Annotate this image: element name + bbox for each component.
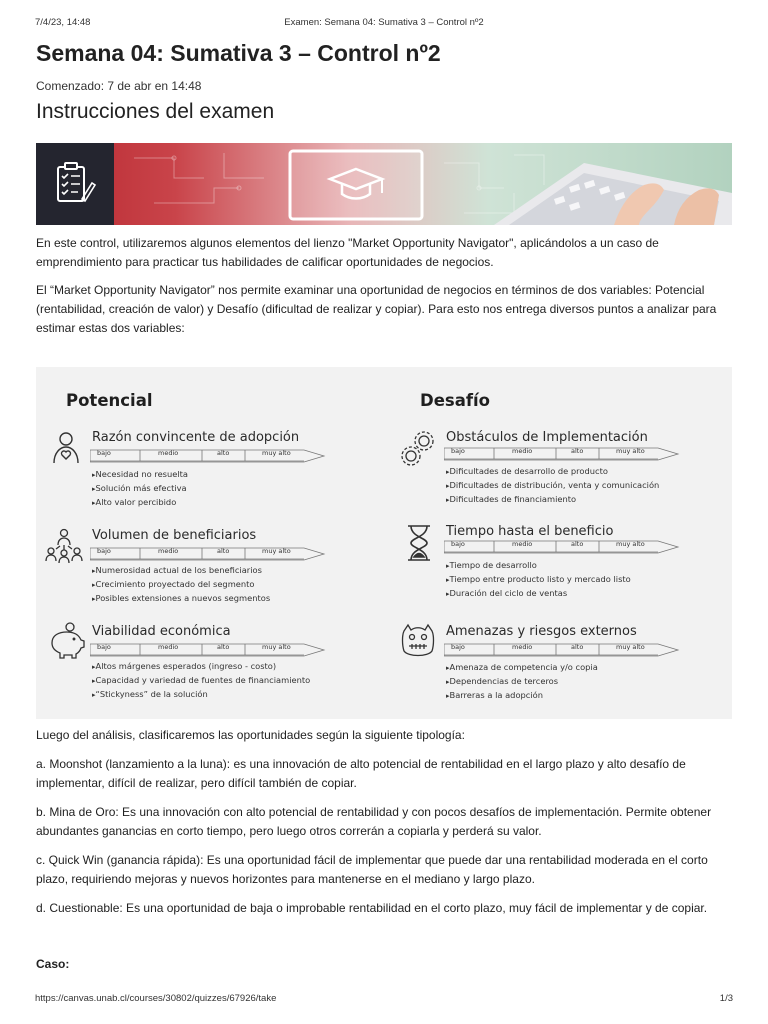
list-item: ▸ Alto valor percibido <box>92 496 188 510</box>
banner-illustration <box>114 143 732 225</box>
hourglass-icon <box>400 523 440 563</box>
list-item: ▸ Tiempo entre producto listo y mercado listo <box>446 573 631 587</box>
potencial-item-2-title: Volumen de beneficiarios <box>92 528 257 543</box>
instructions-title: Instrucciones del examen <box>36 100 275 123</box>
desafio-item-1-title: Obstáculos de Implementación <box>446 430 648 445</box>
scale-label-muy-alto: muy alto <box>616 540 645 548</box>
desafio-item-2-title: Tiempo hasta el beneficio <box>446 524 614 539</box>
list-item: ▸ Altos márgenes esperados (ingreso - costo) <box>92 660 310 674</box>
list-item: ▸ Dificultades de financiamiento <box>446 493 659 507</box>
list-item: ▸ Barreras a la adopción <box>446 689 598 703</box>
desafio-item-1-scale <box>444 444 680 464</box>
scale-label-bajo: bajo <box>97 449 111 457</box>
typology-moonshot: a. Moonshot (lanzamiento a la luna): es una innovación de alto potencial de rentabilidad en el largo plazo y alto desafío de implementar, difícil de realizar, pero difícil también de copiar. <box>36 757 686 790</box>
scale-label-muy-alto: muy alto <box>262 643 291 651</box>
scale-label-muy-alto: muy alto <box>616 447 645 455</box>
instructions-banner <box>36 143 732 225</box>
scale-label-medio: medio <box>512 540 533 548</box>
potencial-item-1-title: Razón convincente de adopción <box>92 430 300 445</box>
scale-label-alto: alto <box>571 643 584 651</box>
started-timestamp: Comenzado: 7 de abr en 14:48 <box>36 79 202 93</box>
list-item: ▸ Crecimiento proyectado del segmento <box>92 578 270 592</box>
desafio-item-2-scale <box>444 537 680 557</box>
piggy-bank-icon <box>46 621 86 661</box>
list-item: ▸ Necesidad no resuelta <box>92 468 188 482</box>
list-item: ▸ Tiempo de desarrollo <box>446 559 631 573</box>
potencial-item-3-title: Viabilidad económica <box>92 624 231 639</box>
desafio-item-3-bullets <box>446 661 598 703</box>
potencial-item-2-scale <box>90 544 326 564</box>
list-item: ▸ Amenaza de competencia y/o copia <box>446 661 598 675</box>
list-item: ▸ Posibles extensiones a nuevos segmentos <box>92 592 270 606</box>
list-item: ▸ Numerosidad actual de los beneficiarios <box>92 564 270 578</box>
potencial-item-2-bullets <box>92 564 270 606</box>
typology-quick-win: c. Quick Win (ganancia rápida): Es una oportunidad fácil de implementar que puede dar una rentabilidad moderada en el corto plazo, requiriendo mejoras y nuevos horizontes para mantenerse en el mediano y largo plazo. <box>36 853 708 886</box>
scale-label-alto: alto <box>217 547 230 555</box>
typology-mina-de-oro: b. Mina de Oro: Es una innovación con alto potencial de rentabilidad y con pocos desafíos de implementación. Permite obtener abundantes ganancias en corto tiempo, pero luego otros correrán a copiarla y perderá su valor. <box>36 805 712 838</box>
potencial-item-3-scale <box>90 640 326 660</box>
scale-label-alto: alto <box>217 449 230 457</box>
scale-label-alto: alto <box>571 447 584 455</box>
scale-label-alto: alto <box>571 540 584 548</box>
scale-label-alto: alto <box>217 643 230 651</box>
desafio-item-1-bullets <box>446 465 659 507</box>
desafio-item-2-bullets <box>446 559 631 601</box>
scale-label-bajo: bajo <box>451 540 465 548</box>
gears-icon <box>398 429 438 469</box>
print-datetime: 7/4/23, 14:48 <box>35 17 91 28</box>
checklist-icon <box>36 143 114 225</box>
scale-label-bajo: bajo <box>451 643 465 651</box>
scale-label-muy-alto: muy alto <box>616 643 645 651</box>
scale-label-medio: medio <box>158 449 179 457</box>
scale-label-bajo: bajo <box>97 643 111 651</box>
potencial-item-3-bullets <box>92 660 310 702</box>
market-opportunity-navigator-infographic <box>36 367 732 719</box>
scale-label-muy-alto: muy alto <box>262 547 291 555</box>
scale-label-medio: medio <box>512 447 533 455</box>
desafio-item-3-title: Amenazas y riesgos externos <box>446 624 637 639</box>
potencial-item-1-bullets <box>92 468 188 510</box>
scale-label-bajo: bajo <box>97 547 111 555</box>
people-network-icon <box>44 527 84 567</box>
list-item: ▸ Dependencias de terceros <box>446 675 598 689</box>
list-item: ▸ “Stickyness” de la solución <box>92 688 310 702</box>
monster-icon <box>398 621 438 661</box>
typology-cuestionable: d. Cuestionable: Es una oportunidad de baja o improbable rentabilidad en el corto plazo, muy fácil de implementar y de copiar. <box>36 901 708 915</box>
list-item: ▸ Capacidad y variedad de fuentes de financiamiento <box>92 674 310 688</box>
page-title: Semana 04: Sumativa 3 – Control nº2 <box>36 40 441 66</box>
list-item: ▸ Solución más efectiva <box>92 482 188 496</box>
page-url: https://canvas.unab.cl/courses/30802/quizzes/67926/take <box>35 993 277 1004</box>
print-doc-title: Examen: Semana 04: Sumativa 3 – Control nº2 <box>284 17 484 28</box>
navigator-paragraph: El “Market Opportunity Navigator” nos permite examinar una oportunidad de negocios en términos de dos variables: Potencial (rentabilidad, creación de valor) y Desafío (dificultad de realizar y copiar). Para esto nos entrega diversos puntos a analizar para estimar estas dos variables: <box>36 283 717 335</box>
print-header <box>0 17 768 31</box>
scale-label-medio: medio <box>158 643 179 651</box>
potencial-title: Potencial <box>66 391 153 410</box>
list-item: ▸ Dificultades de desarrollo de producto <box>446 465 659 479</box>
desafio-item-3-scale <box>444 640 680 660</box>
list-item: ▸ Duración del ciclo de ventas <box>446 587 631 601</box>
page-number: 1/3 <box>719 993 733 1004</box>
list-item: ▸ Dificultades de distribución, venta y comunicación <box>446 479 659 493</box>
scale-label-medio: medio <box>158 547 179 555</box>
potencial-item-1-scale <box>90 446 326 466</box>
intro-paragraph: En este control, utilizaremos algunos elementos del lienzo "Market Opportunity Navigator", aplicándolos a un caso de emprendimiento para practicar tus habilidades de calificar oportunidades de negocios. <box>36 236 659 269</box>
typology-intro: Luego del análisis, clasificaremos las oportunidades según la siguiente tipología: <box>36 728 465 742</box>
scale-label-bajo: bajo <box>451 447 465 455</box>
scale-label-muy-alto: muy alto <box>262 449 291 457</box>
scale-label-medio: medio <box>512 643 533 651</box>
caso-heading: Caso: <box>36 957 70 971</box>
desafio-title: Desafío <box>420 391 491 410</box>
person-heart-icon <box>48 429 88 469</box>
